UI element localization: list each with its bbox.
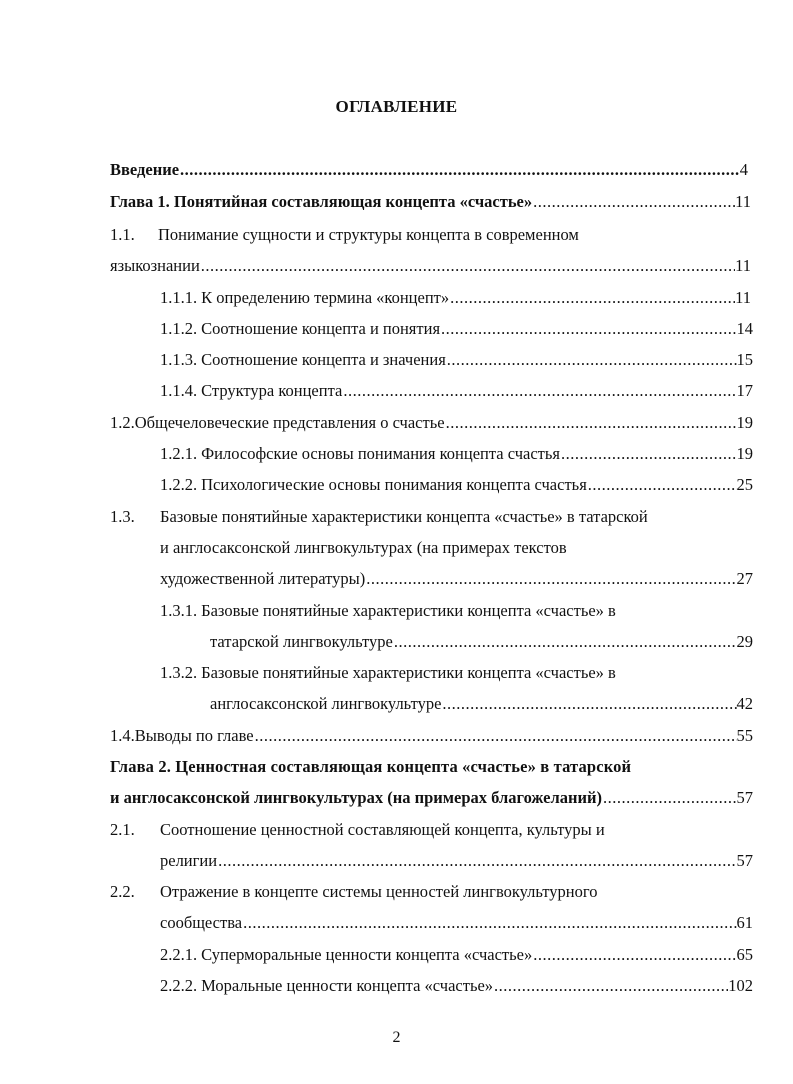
toc-entry-2-1-cont [160,851,753,871]
toc-entry-text: религии [160,851,218,870]
toc-leader-dots [179,160,740,180]
toc-entry-number: 1.2.2. [160,475,198,494]
toc-entry-text: Понимание сущности и структуры концепта в современном [158,225,579,244]
toc-leader-dots [200,256,735,276]
toc-entry-intro [110,160,748,180]
toc-leader-dots [532,192,735,212]
toc-entry-1-3-1-cont [210,632,753,652]
toc-entry-text: Базовые понятийные характеристики концепта «счастье» в татарской [160,507,648,526]
toc-entry-page: 14 [736,319,753,338]
toc-entry-page: 55 [736,726,753,745]
toc-entry-1-1-1 [160,288,751,308]
toc-entry-page: 11 [735,256,751,275]
toc-entry-text: Глава 2. Ценностная составляющая концепта «счастье» в татарской [110,757,632,776]
toc-entry-page: 42 [736,694,753,713]
toc-entry-1-3 [110,507,740,527]
toc-entry-2-2-2 [160,976,753,996]
toc-leader-dots [242,913,736,933]
toc-entry-page: 29 [736,632,753,651]
page-number: 2 [392,1029,401,1046]
toc-entry-page: 25 [736,475,753,494]
toc-entry-page: 61 [736,913,753,932]
toc-entry-page: 19 [736,413,753,432]
toc-entry-2-2-1 [160,945,753,965]
toc-entry-number: 1.3.2. [160,663,198,682]
toc-entry-number: 1.1.3. [160,350,198,369]
toc-entry-1-2 [110,413,753,433]
toc-entry-number: 1.4. [110,726,135,745]
toc-entry-text: Выводы по главе [134,726,254,745]
toc-leader-dots [393,632,737,652]
toc-entry-page: 4 [739,160,748,179]
toc-leader-dots [365,569,736,589]
toc-entry-text: Структура концепта [201,381,343,400]
toc-entry-page: 102 [728,976,753,995]
toc-entry-text: и англосаксонской лингвокультурах (на примерах благожеланий) [110,788,603,807]
toc-entry-page: 17 [736,381,753,400]
toc-entry-number: 2.1. [110,820,135,839]
toc-entry-text: Глава 1. Понятийная составляющая концепта «счастье» [110,192,533,211]
toc-entry-number: 1.1.2. [160,319,198,338]
toc-entry-page: 57 [736,851,753,870]
toc-entry-1-2-1 [160,444,753,464]
toc-leader-dots [441,694,736,714]
toc-entry-text: татарской лингвокультуре [210,632,393,651]
toc-leader-dots [342,381,736,401]
toc-entry-1-2-2 [160,475,753,495]
toc-leader-dots [254,726,737,746]
toc-entry-1-4 [110,726,753,746]
toc-entry-number: 2.2.1. [160,945,198,964]
toc-entry-text: сообщества [160,913,243,932]
toc-entry-text: Суперморальные ценности концепта «счастье» [201,945,533,964]
toc-entry-1-1-4 [160,381,753,401]
toc-entry-text: Философские основы понимания концепта счастья [201,444,560,463]
toc-entry-1-1-cont [110,256,751,276]
toc-entry-text: художественной литературы) [160,569,366,588]
toc-entry-text: языкознании [110,256,200,275]
toc-entry-text: Психологические основы понимания концепта счастья [201,475,587,494]
toc-leader-dots [602,788,736,808]
toc-entry-text: Соотношение концепта и значения [201,350,446,369]
toc-entry-number: 1.2. [110,413,135,432]
toc-entry-2-2-cont [160,913,753,933]
toc-entry-1-3-1 [160,601,750,621]
toc-entry-text: Введение [110,160,180,179]
toc-entry-text: К определению термина «концепт» [201,288,450,307]
toc-leader-dots [445,413,737,433]
toc-entry-page: 15 [736,350,753,369]
toc-entry-1-1-3 [160,350,753,370]
toc-entry-chapter-1 [110,192,751,212]
toc-entry-page: 19 [736,444,753,463]
toc-entry-page: 11 [735,192,751,211]
toc-entry-page: 11 [735,288,751,307]
toc-entry-2-1 [110,820,710,840]
toc-entry-number: 1.1. [110,225,135,244]
toc-entry-text: Базовые понятийные характеристики концепта «счастье» в [201,663,616,682]
toc-entry-text: Соотношение концепта и понятия [201,319,441,338]
toc-leader-dots [587,475,737,495]
toc-entry-1-3-cont-2 [160,569,753,589]
toc-leader-dots [440,319,736,339]
toc-entry-number: 1.3.1. [160,601,198,620]
toc-leader-dots [493,976,728,996]
toc-entry-number: 1.2.1. [160,444,198,463]
toc-entry-1-3-cont [160,538,720,558]
toc-entry-number: 2.2. [110,882,135,901]
toc-entry-number: 1.3. [110,507,135,526]
toc-entry-page: 27 [736,569,753,588]
toc-entry-chapter-2-cont [110,788,753,808]
toc-entry-1-1-2 [160,319,753,339]
toc-entry-1-1 [110,225,710,245]
toc-leader-dots [449,288,735,308]
toc-entry-number: 2.2.2. [160,976,198,995]
toc-entry-text: Базовые понятийные характеристики концепта «счастье» в [201,601,616,620]
toc-leader-dots [446,350,737,370]
toc-entry-number: 1.1.4. [160,381,198,400]
toc-entry-number: 1.1.1. [160,288,198,307]
toc-entry-text: Отражение в концепте системы ценностей лингвокультурного [160,882,598,901]
toc-entry-text: Общечеловеческие представления о счастье [134,413,445,432]
toc-entry-page: 65 [736,945,753,964]
toc-leader-dots [217,851,736,871]
toc-leader-dots [560,444,737,464]
toc-entry-text: англосаксонской лингвокультуре [210,694,442,713]
toc-entry-page: 57 [736,788,753,807]
toc-entry-1-3-2 [160,663,750,683]
toc-entry-1-3-2-cont [210,694,753,714]
toc-entry-text: Моральные ценности концепта «счастье» [201,976,494,995]
toc-leader-dots [532,945,736,965]
toc-title: ОГЛАВЛЕНИЕ [335,97,458,116]
toc-entry-2-2 [110,882,710,902]
toc-entry-text: Соотношение ценностной составляющей концепта, культуры и [160,820,605,839]
toc-entry-chapter-2 [110,757,750,777]
toc-entry-text: и англосаксонской лингвокультурах (на примерах текстов [160,538,567,557]
